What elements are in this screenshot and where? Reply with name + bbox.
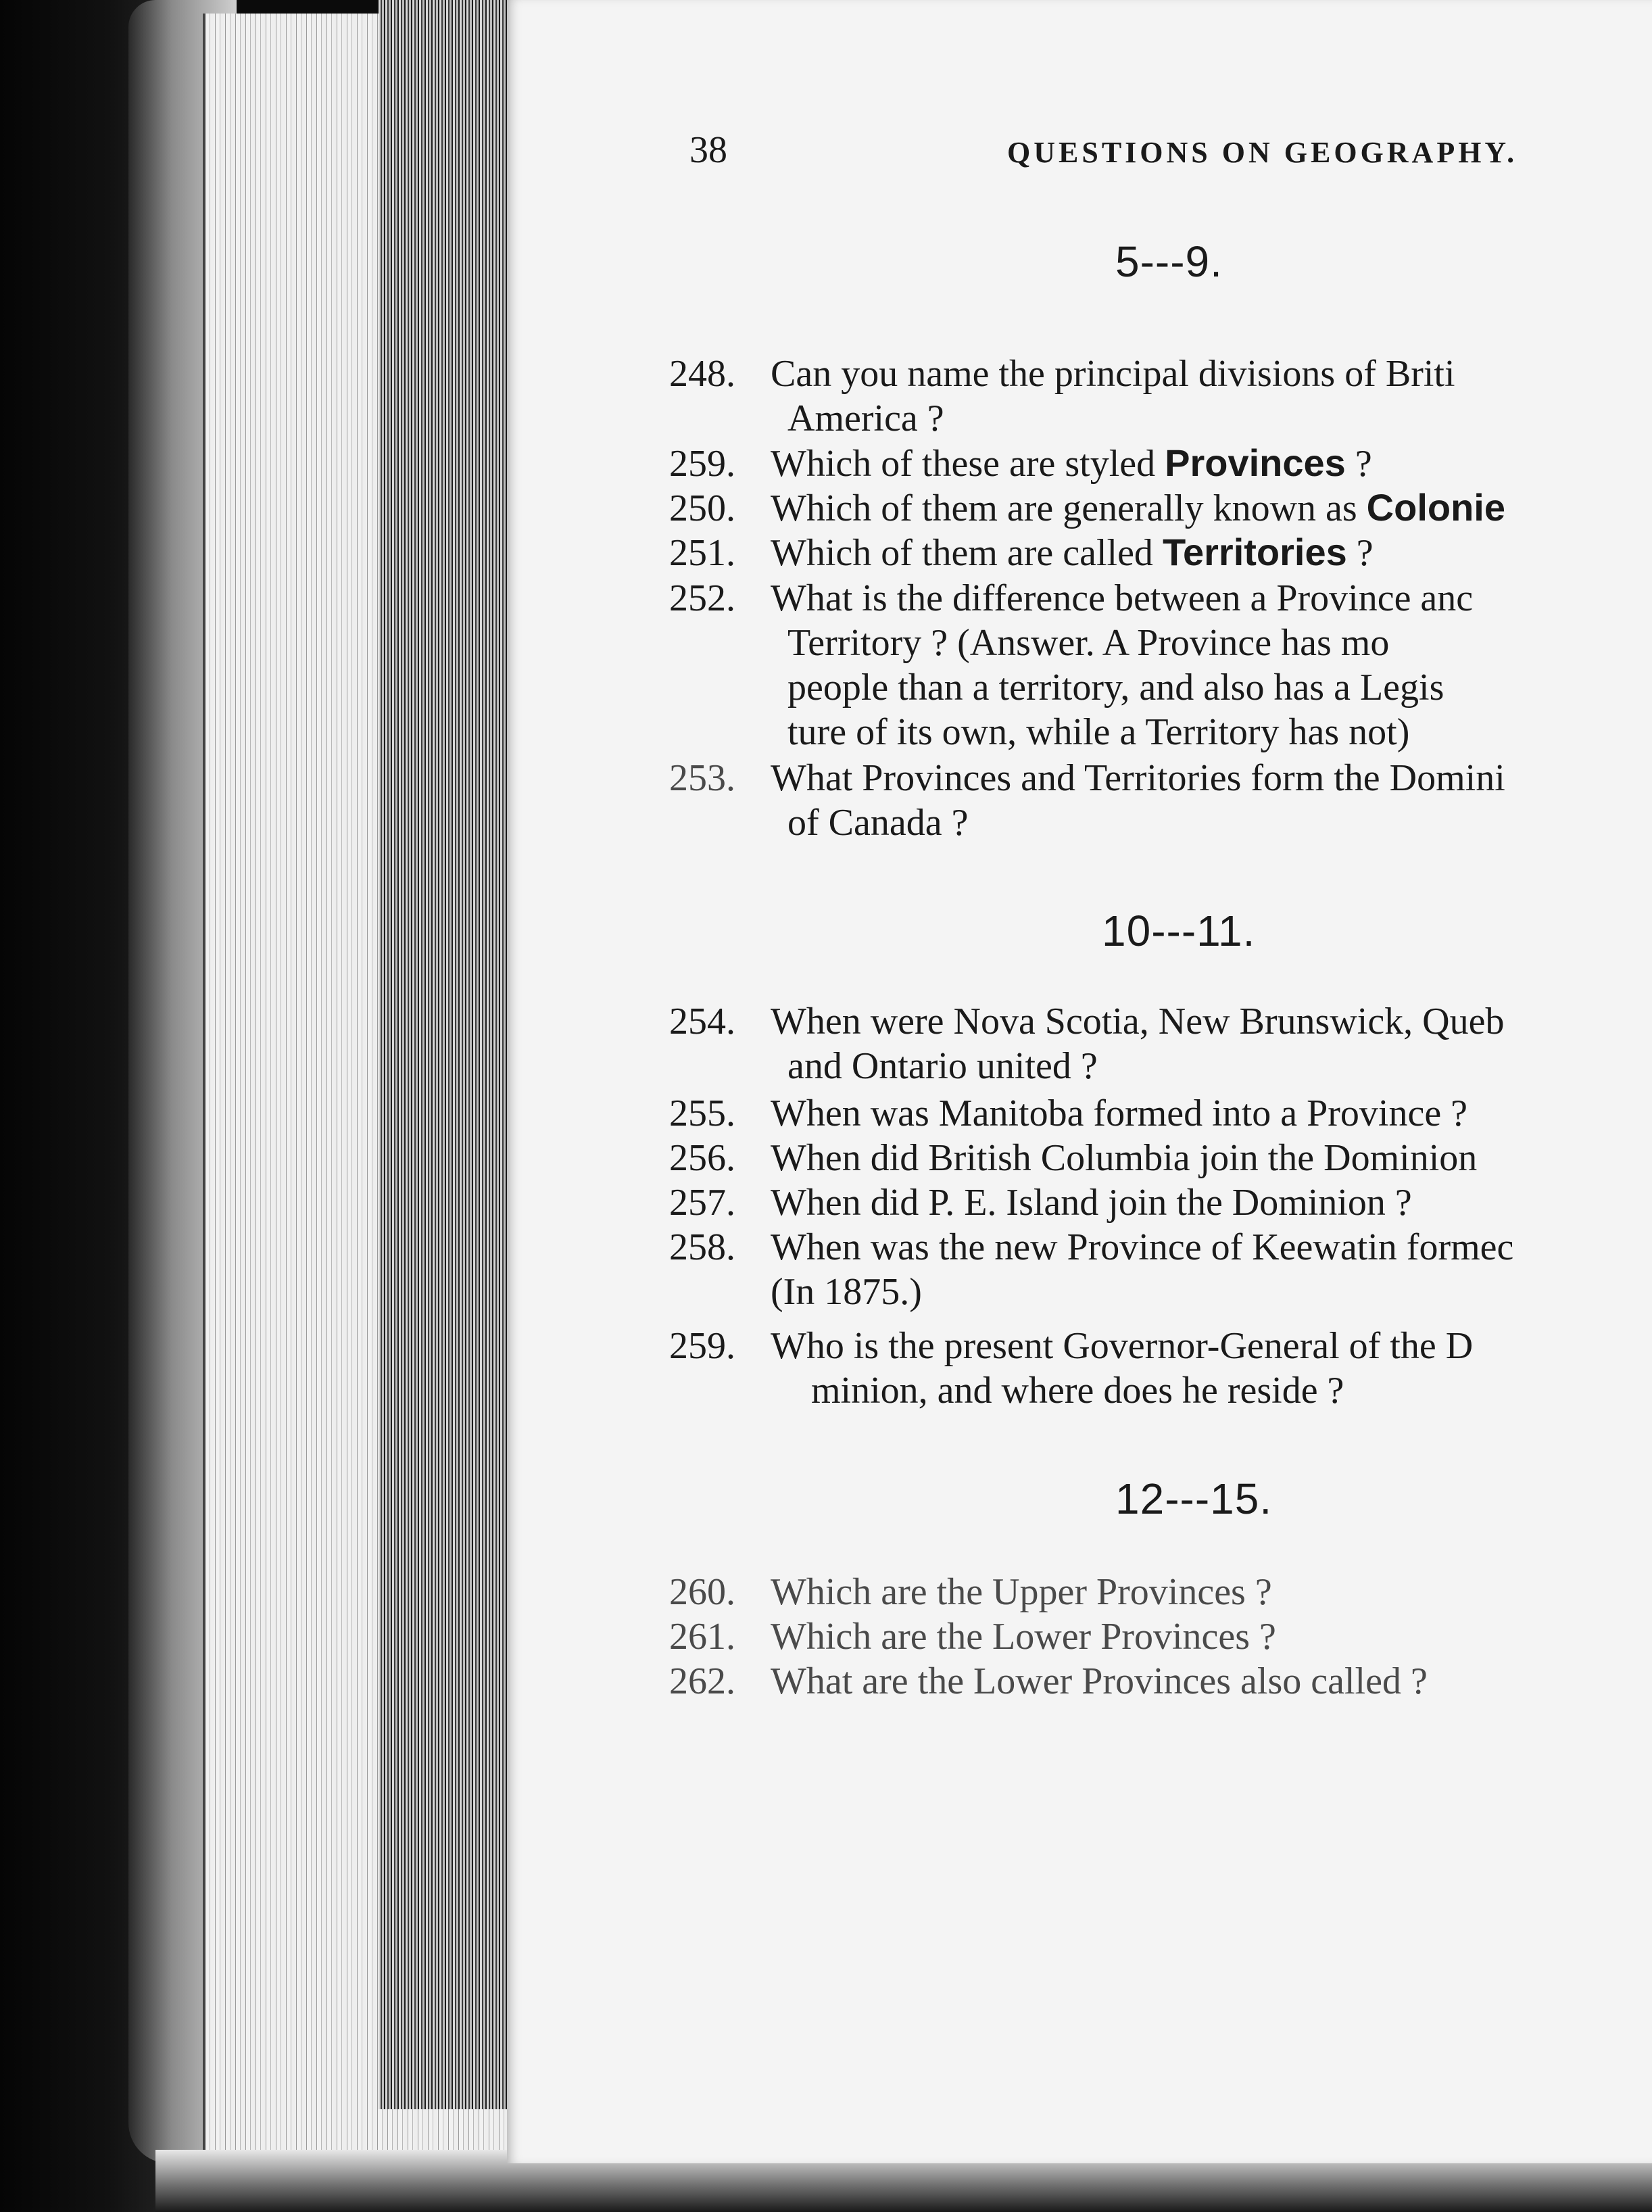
question-continuation: and Ontario united ? — [787, 1045, 1098, 1087]
question-text: When was the new Province of Keewatin formec — [771, 1226, 1514, 1268]
question-item — [669, 1659, 1652, 1704]
question-text: When was Manitoba formed into a Province ? — [771, 1092, 1468, 1134]
question-continuation: Territory ? (Answer. A Province has mo — [787, 622, 1390, 664]
question-text: When were Nova Scotia, New Brunswick, Queb — [771, 1001, 1505, 1042]
question-item — [669, 1136, 1652, 1180]
question-text: Which of them are called — [771, 532, 1163, 574]
question-text-end: ? — [1345, 443, 1372, 485]
section-heading: 5---9. — [1115, 237, 1223, 286]
question-number: 250. — [669, 487, 735, 529]
question-number: 252. — [669, 577, 735, 619]
question-continuation: ture of its own, while a Territory has not) — [787, 711, 1410, 753]
question-text: Which of them are generally known as — [771, 487, 1367, 529]
question-item — [669, 1570, 1652, 1614]
question-number: 251. — [669, 532, 735, 574]
question-item — [669, 1614, 1652, 1659]
question-item — [669, 999, 1652, 1088]
question-continuation: of Canada ? — [787, 802, 969, 844]
section-heading: 12---15. — [1115, 1474, 1273, 1523]
question-text: When did British Columbia join the Dominion — [771, 1137, 1478, 1179]
question-text: Which of these are styled — [771, 443, 1165, 485]
question-continuation: (In 1875.) — [771, 1271, 922, 1313]
bold-term: Colonie — [1366, 486, 1505, 529]
question-text: Who is the present Governor-General of the D — [771, 1325, 1474, 1367]
question-number: 253. — [669, 757, 735, 799]
question-text: What are the Lower Provinces also called ? — [771, 1660, 1428, 1702]
question-number: 259. — [669, 1325, 735, 1367]
question-item — [669, 485, 1652, 531]
question-number: 248. — [669, 353, 735, 395]
question-number: 258. — [669, 1226, 735, 1268]
question-continuation: minion, and where does he reside ? — [811, 1370, 1344, 1412]
question-item — [669, 1324, 1652, 1413]
question-text: What is the difference between a Province anc — [771, 577, 1474, 619]
question-number: 259. — [669, 443, 735, 485]
question-text: Can you name the principal divisions of Briti — [771, 353, 1455, 395]
question-item — [669, 576, 1652, 754]
section-heading: 10---11. — [1102, 907, 1256, 955]
question-continuation: people than a territory, and also has a Legis — [787, 667, 1444, 708]
book-page — [507, 0, 1652, 2163]
question-number: 262. — [669, 1660, 735, 1702]
question-number: 257. — [669, 1182, 735, 1224]
page-edge-shadows — [379, 0, 514, 2109]
question-item — [669, 530, 1652, 575]
running-title: QUESTIONS ON GEOGRAPHY. — [1007, 136, 1518, 169]
question-continuation: America ? — [787, 398, 944, 439]
page-number: 38 — [689, 129, 727, 171]
question-text-end: ? — [1346, 532, 1374, 574]
question-number: 261. — [669, 1616, 735, 1658]
question-number: 256. — [669, 1137, 735, 1179]
question-item — [669, 441, 1652, 486]
question-text: Which are the Upper Provinces ? — [771, 1571, 1272, 1613]
question-text: When did P. E. Island join the Dominion ? — [771, 1182, 1412, 1224]
question-text: Which are the Lower Provinces ? — [771, 1616, 1276, 1658]
bold-term: Territories — [1162, 531, 1347, 573]
question-item — [669, 1225, 1652, 1314]
question-item — [669, 1180, 1652, 1225]
bold-term: Provinces — [1165, 441, 1346, 484]
question-item — [669, 756, 1652, 845]
question-number: 255. — [669, 1092, 735, 1134]
question-item — [669, 352, 1652, 441]
question-number: 254. — [669, 1001, 735, 1042]
question-text: What Provinces and Territories form the Domini — [771, 757, 1505, 799]
question-number: 260. — [669, 1571, 735, 1613]
question-item — [669, 1091, 1652, 1136]
